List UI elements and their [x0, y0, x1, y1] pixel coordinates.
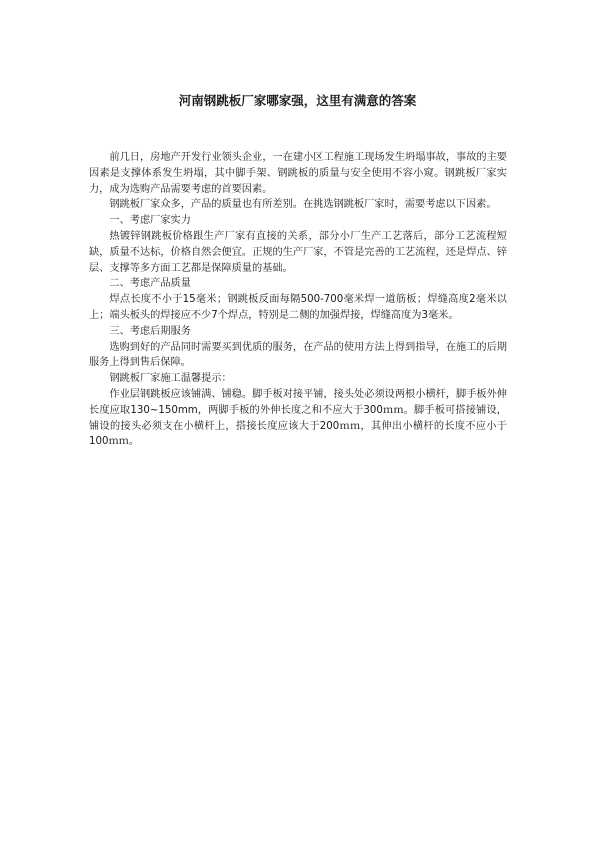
- document-body: [89, 150, 507, 450]
- heading-after-service: 三、考虑后期服务: [109, 325, 191, 337]
- document-title: 河南钢跳板厂家哪家强，这里有满意的答案: [178, 93, 417, 108]
- heading-factory-strength: 一、考虑厂家实力: [109, 215, 191, 227]
- paragraph-product-quality: 焊点长度不小于15毫米；钢跳板反面每隔500-700毫米焊一道筋板；焊缝高度2毫米以上；端头板头的焊接应不少7个焊点，特别是二侧的加强焊接，焊缝高度为3毫米。: [89, 294, 507, 321]
- heading-product-quality: 二、考虑产品质量: [109, 278, 191, 290]
- paragraph-after-service: 选购到好的产品同时需要买到优质的服务，在产品的使用方法上得到指导，在施工的后期服务上得到售后保障。: [89, 341, 507, 369]
- heading-construction-tips: 钢跳板厂家施工温馨提示：: [109, 373, 232, 385]
- paragraph-factory-strength: 热镀锌钢跳板价格跟生产厂家有直接的关系，部分小厂生产工艺落后，部分工艺流程短缺，质量不达标，价格自然会便宜。正规的生产厂家，不管是完善的工艺流程，还是焊点、锌层、支撑等多方面工艺都是保障质量的基础。: [89, 230, 507, 274]
- paragraph-selection: 钢跳板厂家众多，产品的质量也有所差别。在挑选钢跳板厂家时，需要考虑以下因素。: [109, 199, 497, 211]
- paragraph-construction-tips: 作业层钢跳板应该铺满、铺稳。脚手板对接平铺，接头处必须设两根小横杆，脚手板外伸长度应取130~150mm，两脚手板的外伸长度之和不应大于300ｍｍ。脚手板可搭接铺设，铺设的接头必须支在小横杆上，搭接长度应该大于200ｍｍ，其伸出小横杆的长度不应小于100ｍｍ。: [89, 388, 507, 448]
- paragraph-intro: 前几日，房地产开发行业领头企业，一在建小区工程施工现场发生坍塌事故，事故的主要因素是支撑体系发生坍塌，其中脚手架、钢跳板的质量与安全使用不容小窥。钢跳板厂家实力，成为选购产品需要考虑的首要因素。: [89, 152, 507, 195]
